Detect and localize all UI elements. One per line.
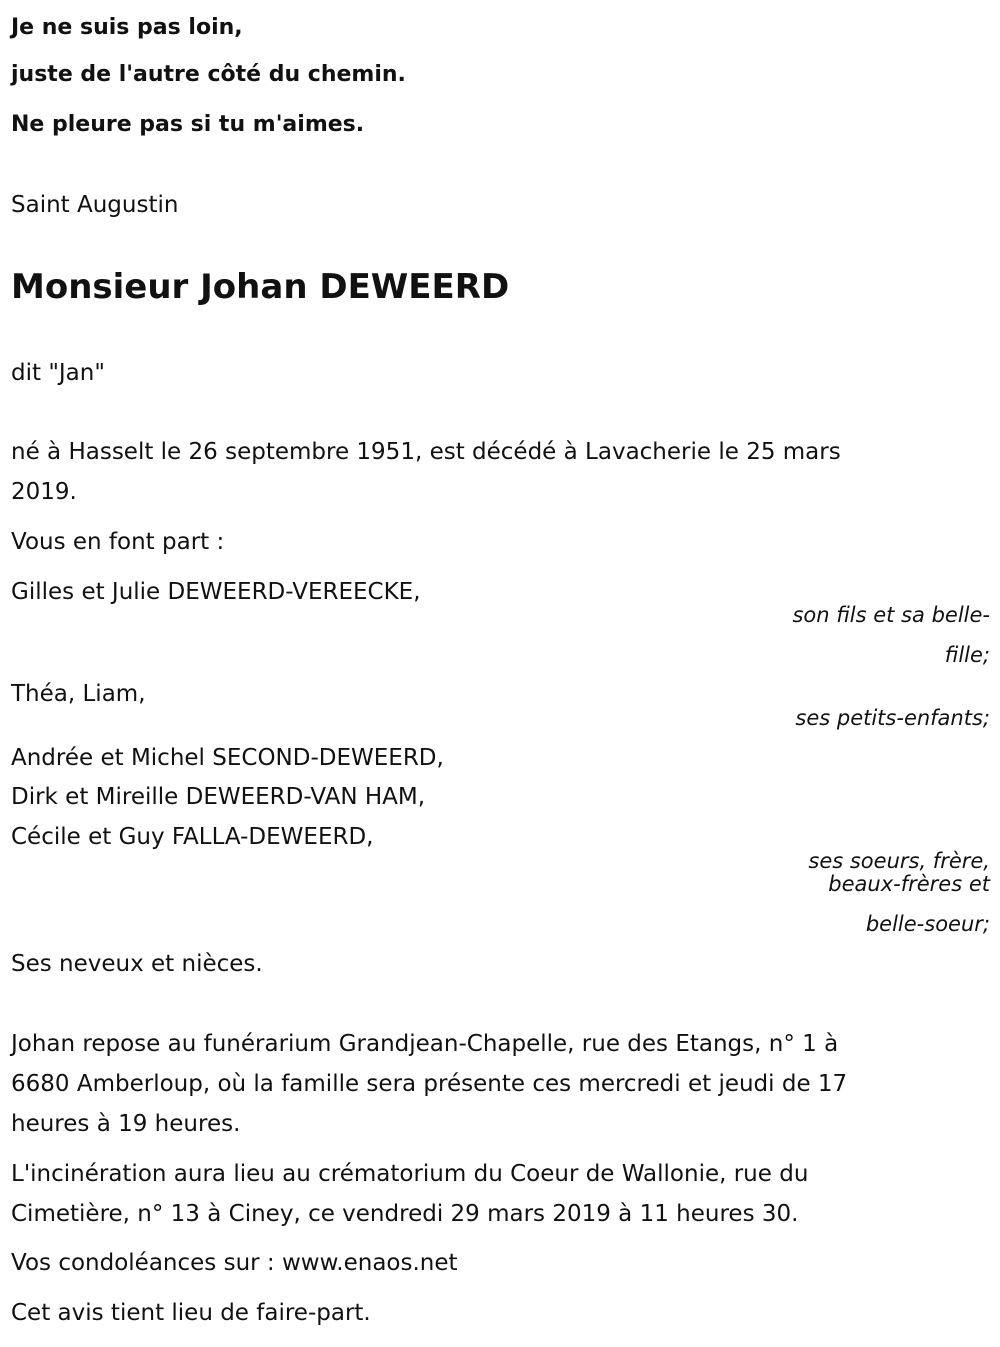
family-relation: ses soeurs, frère, <box>808 849 990 873</box>
family-names: Cécile et Guy FALLA-DEWEERD, <box>11 824 374 850</box>
family-names: Dirk et Mireille DEWEERD-VAN HAM, <box>11 784 426 810</box>
family-relation: belle-soeur; <box>865 912 990 936</box>
deceased-name: Monsieur Johan DEWEERD <box>11 267 510 307</box>
family-names: Théa, Liam, <box>11 681 146 707</box>
family-names: Gilles et Julie DEWEERD-VEREECKE, <box>11 579 421 605</box>
nickname: dit "Jan" <box>11 360 105 386</box>
quote-line: juste de l'autre côté du chemin. <box>11 62 406 87</box>
visitation-line: 6680 Amberloup, où la famille sera présente ces mercredi et jeudi de 17 <box>11 1071 848 1097</box>
announce: Vous en font part : <box>11 529 225 555</box>
family-relation: beaux-frères et <box>828 872 990 896</box>
family-names: Ses neveux et nièces. <box>11 951 263 977</box>
visitation-line: Johan repose au funérarium Grandjean-Chapelle, rue des Etangs, n° 1 à <box>11 1031 839 1057</box>
quote-line: Ne pleure pas si tu m'aimes. <box>11 112 365 137</box>
condolences-link[interactable]: Vos condoléances sur : www.enaos.net <box>11 1250 458 1276</box>
birth-death-line: né à Hasselt le 26 septembre 1951, est décédé à Lavacherie le 25 mars <box>11 439 841 465</box>
family-names: Andrée et Michel SECOND-DEWEERD, <box>11 745 444 771</box>
cremation-line: L'incinération aura lieu au crématorium du Coeur de Wallonie, rue du <box>11 1161 809 1187</box>
quote-line: Je ne suis pas loin, <box>11 15 243 40</box>
birth-death-line: 2019. <box>11 479 77 505</box>
family-relation: ses petits-enfants; <box>795 706 990 730</box>
cremation-line: Cimetière, n° 13 à Ciney, ce vendredi 29 mars 2019 à 11 heures 30. <box>11 1201 799 1227</box>
family-relation: son fils et sa belle- <box>792 603 990 627</box>
closing-note: Cet avis tient lieu de faire-part. <box>11 1300 371 1326</box>
family-relation: fille; <box>944 643 990 667</box>
quote-author: Saint Augustin <box>11 192 179 218</box>
visitation-line: heures à 19 heures. <box>11 1111 241 1137</box>
